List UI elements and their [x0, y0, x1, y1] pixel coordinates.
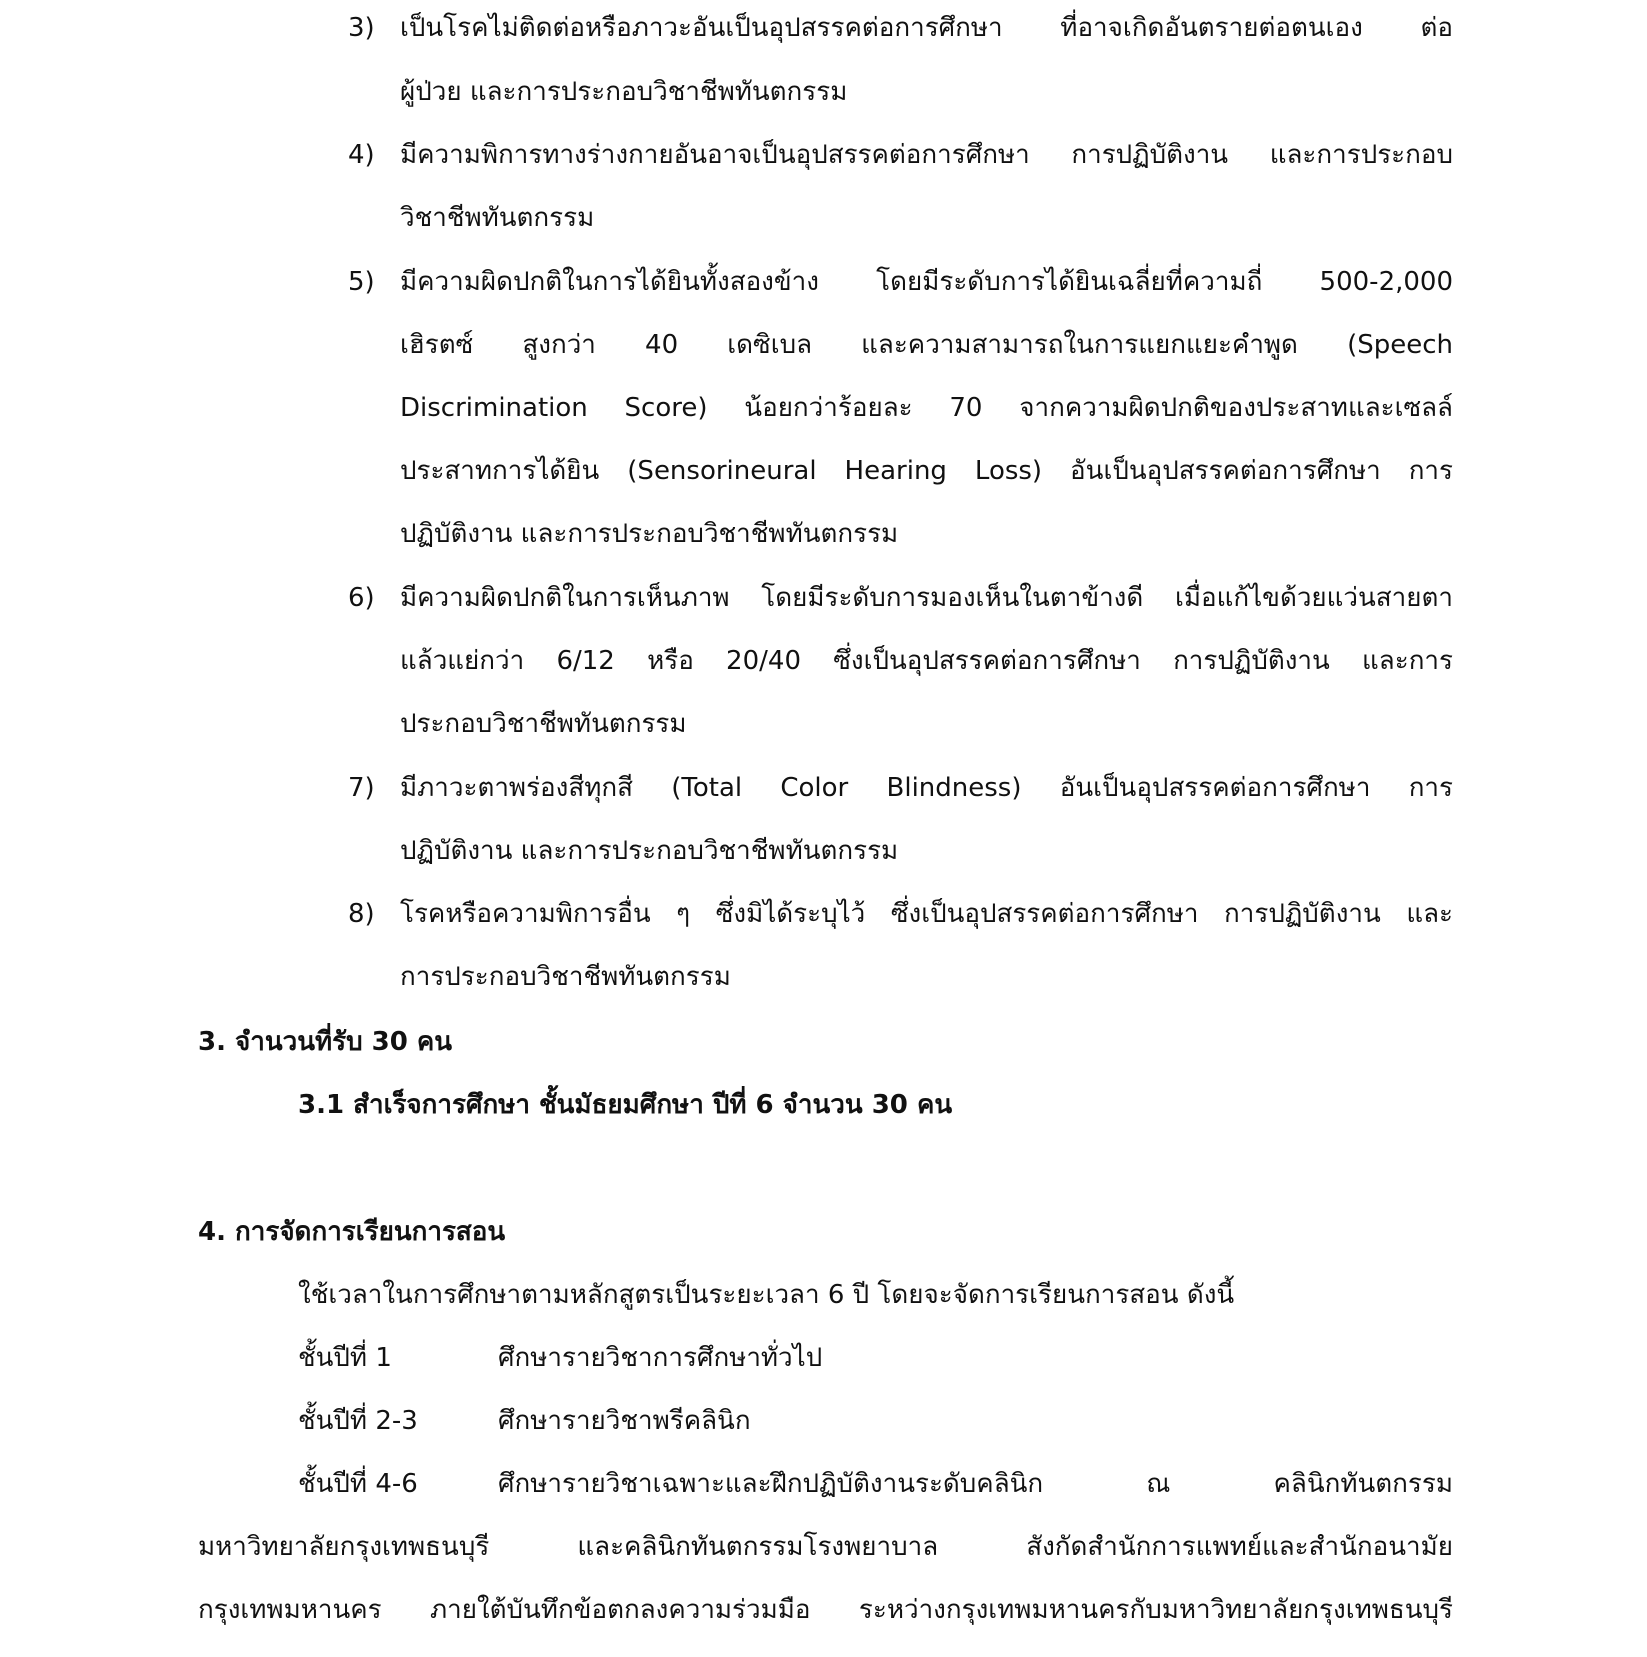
list-item-line: โรคหรือความพิการอื่น ๆ ซึ่งมิได้ระบุไว้ ซึ่งเป็นอุปสรรคต่อการศึกษา การปฏิบัติงาน และ — [400, 899, 1453, 929]
paragraph-line: มหาวิทยาลัยกรุงเทพธนบุรี และคลินิกทันตกรรมโรงพยาบาล สังกัดสำนักการแพทย์และสำนักอนามัย — [198, 1532, 1453, 1562]
list-item-line: มีความพิการทางร่างกายอันอาจเป็นอุปสรรคต่อการศึกษา การปฏิบัติงาน และการประกอบ — [400, 140, 1453, 170]
section-heading: 4. การจัดการเรียนการสอน — [198, 1217, 506, 1247]
list-item-line: ปฏิบัติงาน และการประกอบวิชาชีพทันตกรรม — [400, 519, 899, 549]
year-label: ชั้นปีที่ 2-3 — [298, 1406, 418, 1436]
list-number: 5) — [348, 267, 375, 297]
list-item-line: เป็นโรคไม่ติดต่อหรือภาวะอันเป็นอุปสรรคต่อการศึกษา ที่อาจเกิดอันตรายต่อตนเอง ต่อ — [400, 13, 1453, 43]
list-item-line: ประสาทการได้ยิน (Sensorineural Hearing Loss) อันเป็นอุปสรรคต่อการศึกษา การ — [400, 456, 1453, 486]
list-number: 8) — [348, 899, 375, 929]
list-item-line: การประกอบวิชาชีพทันตกรรม — [400, 962, 731, 992]
year-label: ชั้นปีที่ 1 — [298, 1343, 392, 1373]
list-item-line: ปฏิบัติงาน และการประกอบวิชาชีพทันตกรรม — [400, 836, 899, 866]
list-item-line: ผู้ป่วย และการประกอบวิชาชีพทันตกรรม — [400, 77, 848, 107]
list-item-line: มีความผิดปกติในการได้ยินทั้งสองข้าง โดยมีระดับการได้ยินเฉลี่ยที่ความถี่ 500-2,000 — [400, 267, 1453, 297]
list-item-line: ประกอบวิชาชีพทันตกรรม — [400, 709, 687, 739]
subsection-heading: 3.1 สำเร็จการศึกษา ชั้นมัธยมศึกษา ปีที่ 6 จำนวน 30 คน — [298, 1090, 953, 1120]
list-number: 7) — [348, 773, 375, 803]
year-description: ศึกษารายวิชาพรีคลินิก — [498, 1406, 751, 1436]
year-label: ชั้นปีที่ 4-6 — [298, 1469, 418, 1499]
list-item-line: มีภาวะตาพร่องสีทุกสี (Total Color Blindness) อันเป็นอุปสรรคต่อการศึกษา การ — [400, 773, 1453, 803]
list-item-line: แล้วแย่กว่า 6/12 หรือ 20/40 ซึ่งเป็นอุปสรรคต่อการศึกษา การปฏิบัติงาน และการ — [400, 646, 1453, 676]
list-item-line: เฮิรตซ์ สูงกว่า 40 เดซิเบล และความสามารถในการแยกแยะคำพูด (Speech — [400, 330, 1453, 360]
section-heading: 3. จำนวนที่รับ 30 คน — [198, 1027, 453, 1057]
list-item-line: Discrimination Score) น้อยกว่าร้อยละ 70 จากความผิดปกติของประสาทและเซลล์ — [400, 393, 1453, 423]
paragraph: ใช้เวลาในการศึกษาตามหลักสูตรเป็นระยะเวลา 6 ปี โดยจะจัดการเรียนการสอน ดังนี้ — [298, 1280, 1235, 1310]
list-item-line: วิชาชีพทันตกรรม — [400, 203, 595, 233]
list-item-line: มีความผิดปกติในการเห็นภาพ โดยมีระดับการมองเห็นในตาข้างดี เมื่อแก้ไขด้วยแว่นสายตา — [400, 583, 1453, 613]
year-description: ศึกษารายวิชาการศึกษาทั่วไป — [498, 1343, 823, 1373]
year-description: ศึกษารายวิชาเฉพาะและฝึกปฏิบัติงานระดับคลินิก ณ คลินิกทันตกรรม — [498, 1469, 1453, 1499]
list-number: 3) — [348, 13, 375, 43]
list-number: 6) — [348, 583, 375, 613]
list-number: 4) — [348, 140, 375, 170]
paragraph-line: กรุงเทพมหานคร ภายใต้บันทึกข้อตกลงความร่วมมือ ระหว่างกรุงเทพมหานครกับมหาวิทยาลัยกรุงเทพธนบุรี — [198, 1595, 1453, 1625]
